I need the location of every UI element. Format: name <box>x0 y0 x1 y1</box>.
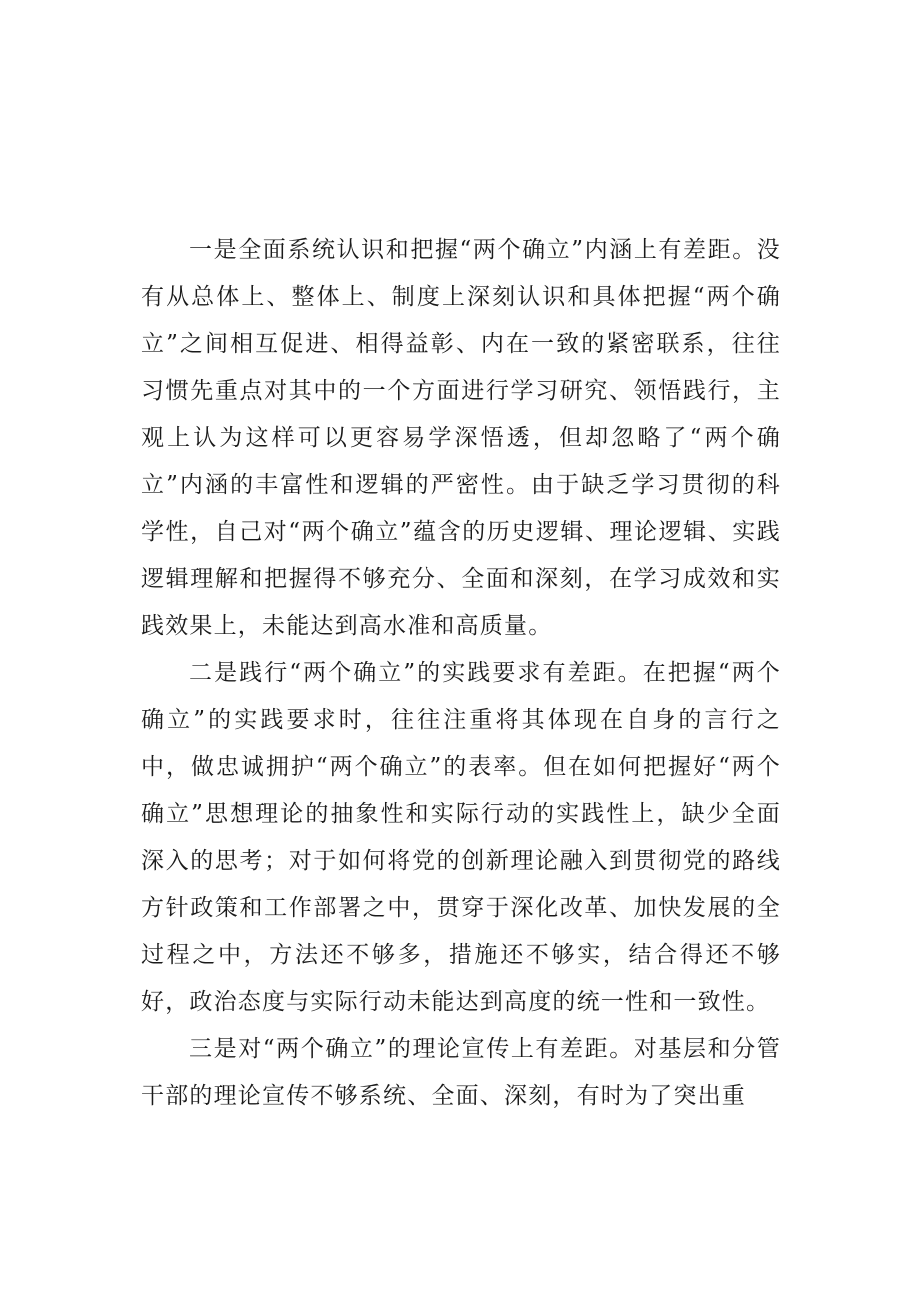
paragraph-2: 二是践行“两个确立”的实践要求有差距。在把握“两个确立”的实践要求时，往往注重将其体现在自身的言行之中，做忠诚拥护“两个确立”的表率。但在如何把握好“两个确立”思想理论的抽象性和实际行动的实践性上，缺少全面深入的思考；对于如何将党的创新理论融入到贯彻党的路线方针政策和工作部署之中，贯穿于深化改革、加快发展的全过程之中，方法还不够多，措施还不够实，结合得还不够好，政治态度与实际行动未能达到高度的统一性和一致性。 <box>141 660 781 1015</box>
document-body <box>141 227 781 1120</box>
paragraph-1: 一是全面系统认识和把握“两个确立”内涵上有差距。没有从总体上、整体上、制度上深刻认识和具体把握“两个确立”之间相互促进、相得益彰、内在一致的紧密联系，往往习惯先重点对其中的一个方面进行学习研究、领悟践行，主观上认为这样可以更容易学深悟透，但却忽略了“两个确立”内涵的丰富性和逻辑的严密性。由于缺乏学习贯彻的科学性，自己对“两个确立”蕴含的历史逻辑、理论逻辑、实践逻辑理解和把握得不够充分、全面和深刻，在学习成效和实践效果上，未能达到高水准和高质量。 <box>141 237 781 639</box>
paragraph-3: 三是对“两个确立”的理论宣传上有差距。对基层和分管干部的理论宣传不够系统、全面、深刻，有时为了突出重 <box>141 1036 781 1109</box>
